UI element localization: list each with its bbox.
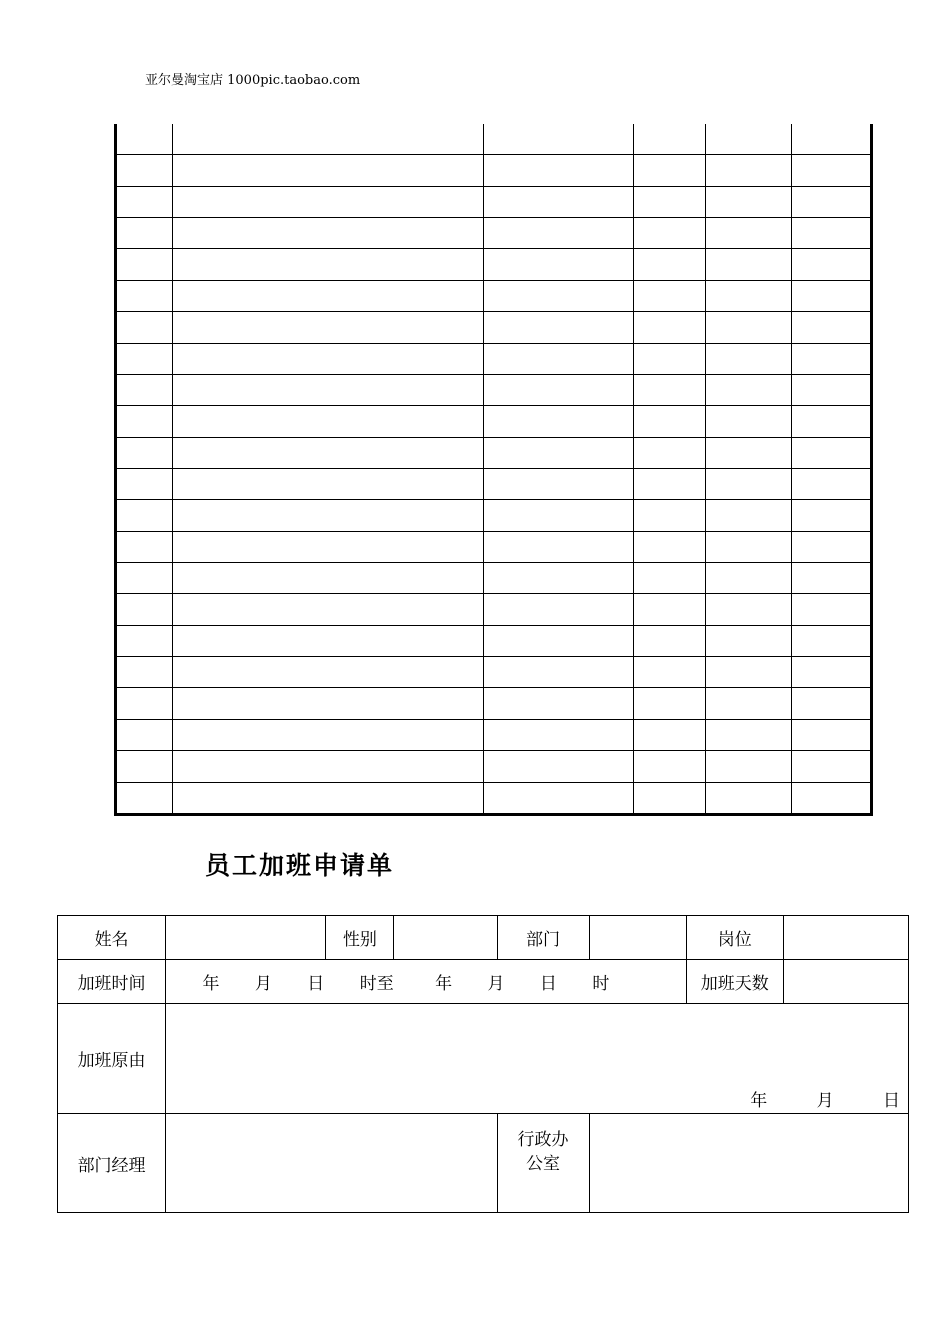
time-part-hour-to: 时至: [359, 974, 394, 994]
grid-cell[interactable]: [116, 280, 173, 311]
grid-cell[interactable]: [116, 751, 173, 782]
header-shop-text: 亚尔曼淘宝店 1000pic.taobao.com: [145, 73, 361, 88]
grid-row: [116, 782, 872, 814]
grid-cell[interactable]: [116, 563, 173, 594]
grid-cell[interactable]: [633, 186, 705, 217]
grid-cell[interactable]: [484, 186, 633, 217]
time-part-year-start: 年: [202, 974, 220, 994]
grid-cell[interactable]: [791, 751, 871, 782]
overtime-days-label: 加班天数: [686, 960, 783, 1004]
reason-field[interactable]: [166, 1004, 909, 1114]
grid-cell[interactable]: [705, 186, 791, 217]
grid-cell[interactable]: [633, 782, 705, 814]
grid-cell[interactable]: [791, 124, 871, 155]
reason-date: [706, 1086, 900, 1111]
grid-cell[interactable]: [791, 280, 871, 311]
grid-cell[interactable]: [484, 594, 633, 625]
grid-cell[interactable]: [633, 468, 705, 499]
grid-row: [116, 218, 872, 249]
grid-cell[interactable]: [116, 625, 173, 656]
grid-cell[interactable]: [173, 186, 484, 217]
grid-row: [116, 688, 872, 719]
blank-grid-table: [114, 124, 873, 816]
grid-cell[interactable]: [173, 249, 484, 280]
grid-cell[interactable]: [484, 280, 633, 311]
time-part-day-start: 日: [307, 974, 325, 994]
admin-office-label: [497, 1114, 589, 1213]
grid-cell[interactable]: [484, 155, 633, 186]
grid-cell[interactable]: [484, 249, 633, 280]
grid-cell[interactable]: [705, 312, 791, 343]
grid-cell[interactable]: [116, 218, 173, 249]
grid-cell[interactable]: [173, 312, 484, 343]
grid-row: [116, 124, 872, 155]
grid-cell[interactable]: [116, 124, 173, 155]
grid-cell[interactable]: [116, 312, 173, 343]
grid-cell[interactable]: [633, 657, 705, 688]
grid-cell[interactable]: [173, 625, 484, 656]
grid-cell[interactable]: [116, 657, 173, 688]
grid-cell[interactable]: [705, 500, 791, 531]
form-row-overtime-time: [58, 960, 909, 1004]
grid-cell[interactable]: [633, 500, 705, 531]
time-part-year-end: 年: [435, 974, 453, 994]
grid-cell[interactable]: [791, 374, 871, 405]
grid-cell[interactable]: [633, 719, 705, 750]
grid-cell[interactable]: [705, 124, 791, 155]
grid-cell[interactable]: [791, 406, 871, 437]
manager-field[interactable]: [166, 1114, 497, 1213]
time-part-month-start: 月: [254, 974, 272, 994]
grid-cell[interactable]: [116, 249, 173, 280]
grid-cell[interactable]: [173, 468, 484, 499]
grid-cell[interactable]: [484, 374, 633, 405]
grid-cell[interactable]: [116, 500, 173, 531]
name-label: 姓名: [58, 916, 166, 960]
grid-cell[interactable]: [791, 594, 871, 625]
grid-cell[interactable]: [705, 688, 791, 719]
grid-cell[interactable]: [791, 343, 871, 374]
grid-cell[interactable]: [705, 657, 791, 688]
grid-cell[interactable]: [705, 249, 791, 280]
grid-cell[interactable]: [705, 155, 791, 186]
grid-cell[interactable]: [116, 343, 173, 374]
grid-row: [116, 155, 872, 186]
grid-cell[interactable]: [484, 343, 633, 374]
reason-date-month: 月: [816, 1091, 834, 1111]
position-label: 岗位: [686, 916, 783, 960]
grid-cell[interactable]: [633, 124, 705, 155]
admin-office-label-line1: 行政办: [517, 1130, 569, 1150]
overtime-time-field[interactable]: [166, 960, 687, 1004]
grid-cell[interactable]: [633, 155, 705, 186]
admin-office-label-line2: 公室: [526, 1154, 561, 1174]
grid-cell[interactable]: [484, 437, 633, 468]
grid-cell[interactable]: [173, 563, 484, 594]
grid-cell[interactable]: [173, 657, 484, 688]
grid-cell[interactable]: [116, 782, 173, 814]
grid-cell[interactable]: [173, 751, 484, 782]
grid-cell[interactable]: [484, 500, 633, 531]
grid-row: [116, 249, 872, 280]
grid-cell[interactable]: [173, 500, 484, 531]
grid-cell[interactable]: [633, 594, 705, 625]
grid-cell[interactable]: [791, 625, 871, 656]
overtime-application-form: [57, 915, 909, 1213]
grid-cell[interactable]: [484, 719, 633, 750]
grid-cell[interactable]: [116, 437, 173, 468]
form-row-approval: [58, 1114, 909, 1213]
grid-cell[interactable]: [484, 688, 633, 719]
grid-cell[interactable]: [116, 468, 173, 499]
grid-cell[interactable]: [116, 531, 173, 562]
grid-cell[interactable]: [173, 218, 484, 249]
grid-cell[interactable]: [173, 782, 484, 814]
grid-cell[interactable]: [116, 719, 173, 750]
overtime-time-label: 加班时间: [58, 960, 166, 1004]
grid-cell[interactable]: [484, 312, 633, 343]
grid-row: [116, 751, 872, 782]
grid-cell[interactable]: [705, 594, 791, 625]
grid-cell[interactable]: [484, 124, 633, 155]
grid-cell[interactable]: [173, 406, 484, 437]
grid-cell[interactable]: [173, 124, 484, 155]
grid-cell[interactable]: [484, 531, 633, 562]
grid-row: [116, 374, 872, 405]
grid-cell[interactable]: [633, 218, 705, 249]
time-part-month-end: 月: [487, 974, 505, 994]
grid-cell[interactable]: [791, 719, 871, 750]
grid-cell[interactable]: [791, 782, 871, 814]
grid-cell[interactable]: [633, 688, 705, 719]
grid-cell[interactable]: [173, 280, 484, 311]
grid-row: [116, 500, 872, 531]
grid-body: [116, 124, 872, 815]
grid-cell[interactable]: [173, 594, 484, 625]
grid-cell[interactable]: [705, 437, 791, 468]
grid-row: [116, 406, 872, 437]
grid-cell[interactable]: [173, 155, 484, 186]
grid-cell[interactable]: [173, 531, 484, 562]
reason-date-day: 日: [883, 1091, 900, 1111]
grid-cell[interactable]: [484, 782, 633, 814]
position-field[interactable]: [783, 916, 908, 960]
form-title: 员工加班申请单: [205, 851, 395, 880]
grid-cell[interactable]: [484, 406, 633, 437]
grid-cell[interactable]: [484, 625, 633, 656]
reason-date-year: 年: [750, 1091, 768, 1111]
grid-row: [116, 657, 872, 688]
dept-field[interactable]: [589, 916, 686, 960]
grid-cell[interactable]: [484, 751, 633, 782]
gender-field[interactable]: [394, 916, 497, 960]
grid-cell[interactable]: [791, 688, 871, 719]
grid-cell[interactable]: [484, 563, 633, 594]
grid-cell[interactable]: [116, 594, 173, 625]
grid-cell[interactable]: [173, 719, 484, 750]
grid-cell[interactable]: [484, 468, 633, 499]
grid-row: [116, 280, 872, 311]
grid-cell[interactable]: [705, 218, 791, 249]
grid-cell[interactable]: [791, 468, 871, 499]
grid-cell[interactable]: [116, 155, 173, 186]
grid-row: [116, 312, 872, 343]
grid-cell[interactable]: [484, 657, 633, 688]
grid-row: [116, 437, 872, 468]
grid-cell[interactable]: [484, 218, 633, 249]
grid-cell[interactable]: [633, 312, 705, 343]
grid-cell[interactable]: [791, 218, 871, 249]
grid-cell[interactable]: [791, 531, 871, 562]
grid-row: [116, 343, 872, 374]
grid-cell[interactable]: [705, 406, 791, 437]
grid-row: [116, 594, 872, 625]
form-row-reason: [58, 1004, 909, 1114]
grid-cell[interactable]: [633, 374, 705, 405]
grid-cell[interactable]: [633, 406, 705, 437]
gender-label: 性别: [326, 916, 394, 960]
grid-cell[interactable]: [705, 343, 791, 374]
grid-cell[interactable]: [705, 719, 791, 750]
grid-cell[interactable]: [173, 374, 484, 405]
dept-label: 部门: [497, 916, 589, 960]
admin-office-field[interactable]: [589, 1114, 908, 1213]
grid-cell[interactable]: [173, 688, 484, 719]
grid-row: [116, 563, 872, 594]
form-row-basic-info: [58, 916, 909, 960]
grid-cell[interactable]: [705, 280, 791, 311]
grid-cell[interactable]: [791, 563, 871, 594]
grid-cell[interactable]: [705, 625, 791, 656]
grid-cell[interactable]: [173, 437, 484, 468]
manager-label: 部门经理: [58, 1114, 166, 1213]
grid-cell[interactable]: [633, 249, 705, 280]
grid-cell[interactable]: [116, 186, 173, 217]
grid-row: [116, 719, 872, 750]
grid-cell[interactable]: [791, 186, 871, 217]
grid-row: [116, 625, 872, 656]
grid-cell[interactable]: [705, 782, 791, 814]
grid-cell[interactable]: [791, 155, 871, 186]
name-field[interactable]: [166, 916, 326, 960]
grid-cell[interactable]: [791, 500, 871, 531]
time-part-day-end: 日: [539, 974, 557, 994]
grid-cell[interactable]: [791, 657, 871, 688]
grid-cell[interactable]: [633, 563, 705, 594]
grid-cell[interactable]: [633, 437, 705, 468]
grid-cell[interactable]: [791, 437, 871, 468]
grid-cell[interactable]: [633, 751, 705, 782]
time-part-hour-end: 时: [592, 974, 610, 994]
grid-cell[interactable]: [116, 374, 173, 405]
grid-cell[interactable]: [705, 468, 791, 499]
grid-cell[interactable]: [633, 531, 705, 562]
grid-cell[interactable]: [791, 249, 871, 280]
grid-row: [116, 531, 872, 562]
grid-cell[interactable]: [705, 751, 791, 782]
grid-cell[interactable]: [705, 374, 791, 405]
grid-cell[interactable]: [116, 688, 173, 719]
reason-label: 加班原由: [58, 1004, 166, 1114]
grid-cell[interactable]: [173, 343, 484, 374]
grid-cell[interactable]: [633, 343, 705, 374]
grid-cell[interactable]: [705, 531, 791, 562]
grid-row: [116, 468, 872, 499]
grid-cell[interactable]: [791, 312, 871, 343]
grid-row: [116, 186, 872, 217]
overtime-days-field[interactable]: [783, 960, 908, 1004]
grid-cell[interactable]: [633, 625, 705, 656]
grid-cell[interactable]: [633, 280, 705, 311]
grid-cell[interactable]: [705, 563, 791, 594]
grid-cell[interactable]: [116, 406, 173, 437]
